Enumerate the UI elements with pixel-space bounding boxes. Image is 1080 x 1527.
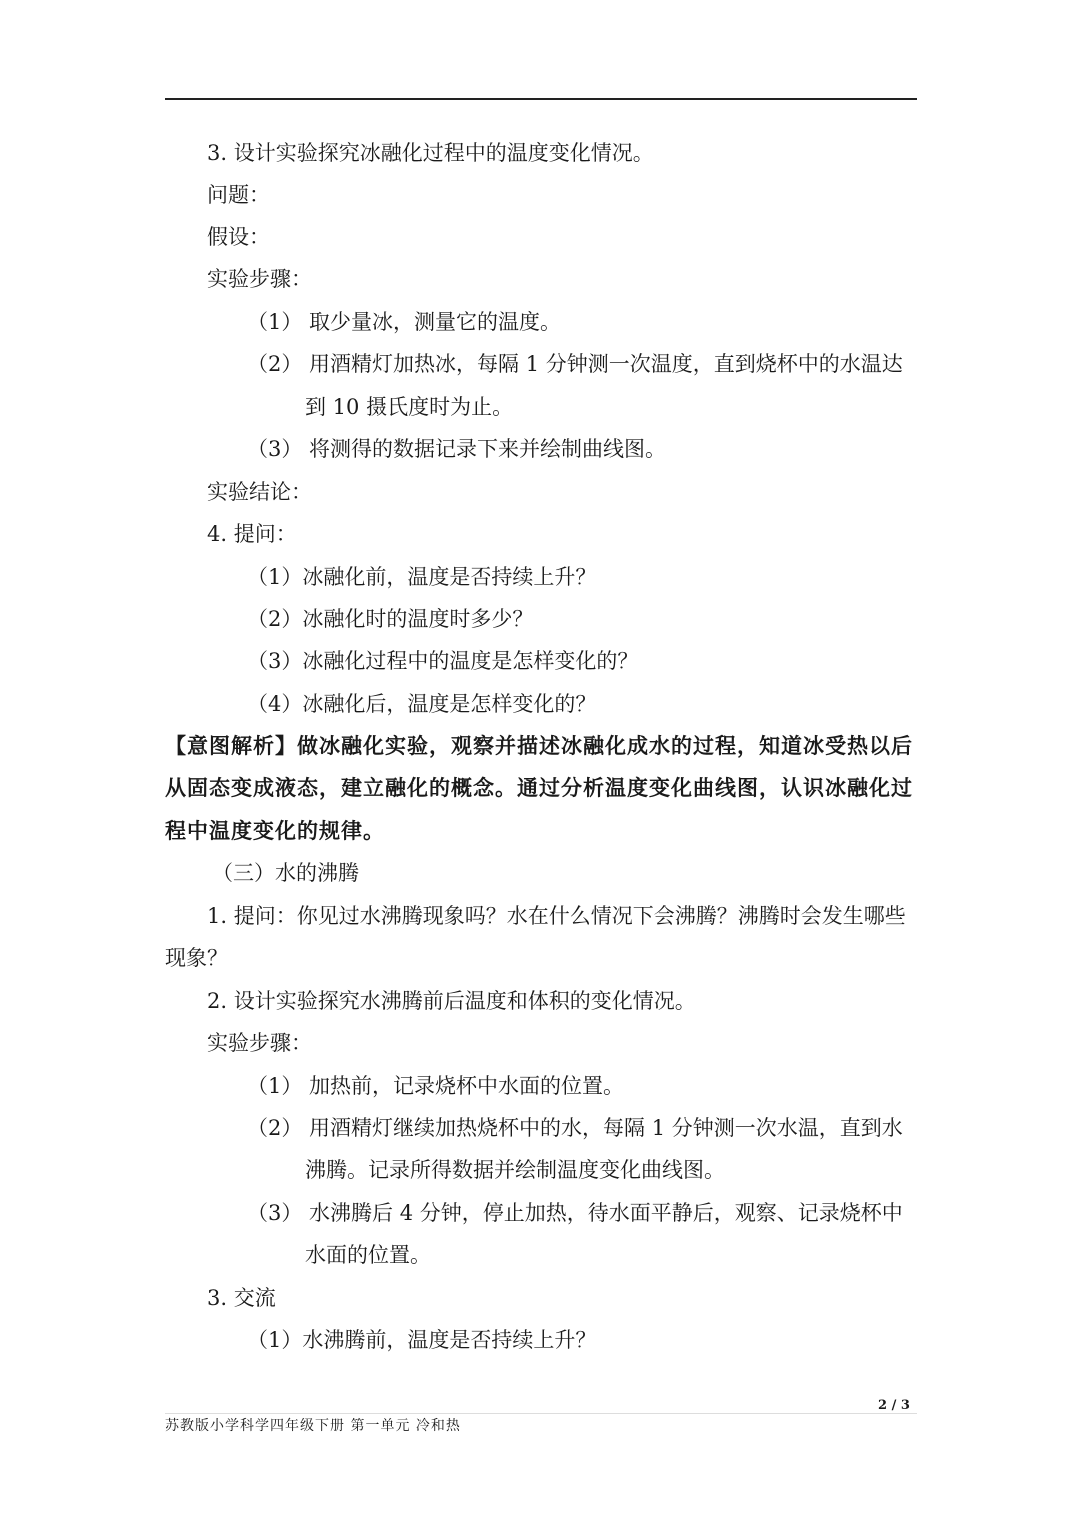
item-3-heading: 3. 设计实验探究冰融化过程中的温度变化情况。 [207,141,654,165]
boiling-question-continued: 现象？ [165,946,228,970]
footer-book-title: 苏教版小学科学四年级下册 第一单元 冷和热 [165,1418,461,1434]
footer-rule [165,1413,917,1414]
hypothesis-label: 假设： [207,225,270,249]
boiling-step-2-continued: 沸腾。记录所得数据并绘制温度变化曲线图。 [305,1158,725,1182]
step-2: （2） 用酒精灯加热冰，每隔 1 分钟测一次温度，直到烧杯中的水温达 [247,352,903,376]
header-rule [165,98,917,100]
boiling-question: 1. 提问：你见过水沸腾现象吗？水在什么情况下会沸腾？沸腾时会发生哪些 [207,904,906,928]
exchange-heading: 3. 交流 [207,1286,276,1310]
question-label: 问题： [207,183,270,207]
steps-label: 实验步骤： [207,267,312,291]
boiling-step-2: （2） 用酒精灯继续加热烧杯中的水，每隔 1 分钟测一次水温，直到水 [247,1116,903,1140]
question-4: （4）冰融化后，温度是怎样变化的？ [247,692,597,716]
question-1: （1）冰融化前，温度是否持续上升？ [247,565,597,589]
boiling-steps-label: 实验步骤： [207,1031,312,1055]
step-1: （1） 取少量冰，测量它的温度。 [247,310,562,334]
boiling-item-2: 2. 设计实验探究水沸腾前后温度和体积的变化情况。 [207,989,696,1013]
boiling-step-3: （3） 水沸腾后 4 分钟，停止加热，待水面平静后，观察、记录烧杯中 [247,1201,903,1225]
conclusion-label: 实验结论： [207,480,312,504]
item-4-heading: 4. 提问： [207,522,297,546]
intent-analysis-line-3: 程中温度变化的规律。 [165,818,385,843]
step-3: （3） 将测得的数据记录下来并绘制曲线图。 [247,437,667,461]
boiling-step-1: （1） 加热前，记录烧杯中水面的位置。 [247,1074,625,1098]
question-2: （2）冰融化时的温度时多少？ [247,607,534,631]
page-number: 2 / 3 [878,1398,910,1413]
exchange-question-1: （1）水沸腾前，温度是否持续上升？ [247,1328,597,1352]
question-3: （3）冰融化过程中的温度是怎样变化的？ [247,649,639,673]
section-3-heading: （三）水的沸腾 [212,861,359,885]
intent-analysis-line-2: 从固态变成液态，建立融化的概念。通过分析温度变化曲线图，认识冰融化过 [165,775,913,800]
intent-analysis-line-1: 【意图解析】做冰融化实验，观察并描述冰融化成水的过程，知道冰受热以后 [165,733,913,758]
step-2-continued: 到 10 摄氏度时为止。 [305,395,514,419]
boiling-step-3-continued: 水面的位置。 [305,1243,431,1267]
